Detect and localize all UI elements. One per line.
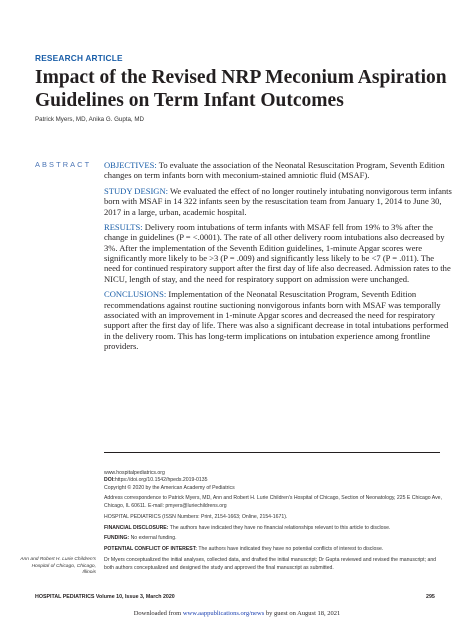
copyright: Copyright © 2020 by the American Academy of Pediatrics <box>104 484 235 491</box>
funding <box>104 535 444 542</box>
funding-text: No external funding. <box>129 535 177 542</box>
results-text: Delivery room intubations of term infants with MSAF fell from 19% to 3% after the change in guidelines (P = <.0001). The rate of all other delivery room intubations also decreased by 3%. After the implementation of the Seventh Edition guidelines, 1-minute Apgar scores were significantly more likely to be >3 (P = .009) and significantly less likely to be <7 (P = .011). The need for continued respiratory support after the first day of life also decreased. Admission rates to the NICU, length of stay, and the need for respiratory support on admission were unchanged. <box>104 222 451 284</box>
doi-link[interactable]: https://doi.org/10.1542/hpeds.2019-0135 <box>114 477 208 484</box>
download-notice <box>0 610 474 617</box>
doi-label: DOI: <box>104 477 115 484</box>
objectives-text: To evaluate the association of the Neonatal Resuscitation Program, Seventh Edition changes on term infants born with meconium-stained amniotic fluid (MSAF). <box>104 160 445 181</box>
download-suffix: by guest on August 18, 2021 <box>264 610 341 617</box>
article-title: Impact of the Revised NRP Meconium Aspiration Guidelines on Term Infant Outcomes <box>35 67 447 111</box>
conflict-text: The authors have indicated they have no potential conflicts of interest to disclose. <box>197 546 384 553</box>
abstract-label: ABSTRACT <box>35 160 92 169</box>
journal-website[interactable]: www.hospitalpediatrics.org <box>104 470 165 476</box>
design-heading: STUDY DESIGN: <box>104 185 169 196</box>
financial-disclosure <box>104 525 444 532</box>
footer-journal: HOSPITAL PEDIATRICS Volume 10, Issue 3, March 2020 <box>35 594 175 600</box>
issn-line: HOSPITAL PEDIATRICS (ISSN Numbers: Print, 2154-1663; Online, 2154-1671). <box>104 513 288 520</box>
results-heading: RESULTS: <box>104 222 143 233</box>
objectives-heading: OBJECTIVES: <box>104 160 157 170</box>
funding-label: FUNDING: <box>104 535 130 542</box>
authors: Patrick Myers, MD, Anika G. Gupta, MD <box>35 116 144 123</box>
section-divider <box>104 452 440 453</box>
financial-label: FINANCIAL DISCLOSURE: <box>104 524 169 531</box>
doi-line <box>104 477 444 484</box>
download-link[interactable]: www.aappublications.org/news <box>182 610 265 617</box>
conclusions-section <box>104 289 452 351</box>
conflict-of-interest <box>104 546 444 553</box>
results-section <box>104 222 452 284</box>
design-text: We evaluated the effect of no longer routinely intubating nonvigorous term infants born with MSAF in 14 322 infants seen by the resuscitation team from January 1, 2014 to June 30, 2017 in a large, urban, academic hospital. <box>104 185 452 217</box>
article-type: RESEARCH ARTICLE <box>35 53 123 63</box>
conclusions-heading: CONCLUSIONS: <box>104 289 167 300</box>
article-notes <box>104 470 444 572</box>
design-section <box>104 186 452 217</box>
abstract-body <box>104 160 452 357</box>
correspondence-address: Address correspondence to Patrick Myers, MD, Ann and Robert H. Lurie Children's Hospital of Chicago, Section of Neonatology, 225 E Chicago Ave, Chicago, IL 60611. E-mail: pmyers@luriechildrens.org <box>104 495 442 509</box>
financial-text: The authors have indicated they have no financial relationships relevant to this article to disclose. <box>168 524 391 531</box>
conflict-label: POTENTIAL CONFLICT OF INTEREST: <box>104 546 198 553</box>
download-prefix: Downloaded from <box>133 610 183 617</box>
page-number: 295 <box>426 594 435 600</box>
objectives-section <box>104 160 452 181</box>
author-affiliation: Ann and Robert H. Lurie Children's Hospital of Chicago, Chicago, Illinois <box>20 557 96 576</box>
conclusions-text: Implementation of the Neonatal Resuscitation Program, Seventh Edition recommendations against routine suctioning nonvigorous infants born with MSAF was temporally associated with an improvement in 1-minute Apgar scores and decreased the need for respiratory support after the first day of life. There was also a significant decrease in total intubations performed in the delivery room. This has long-term implications on intubation experience among frontline providers. <box>104 289 449 352</box>
author-contributions: Dr Myers conceptualized the initial analyses, collected data, and drafted the initial manuscript; Dr Gupta reviewed and revised the manuscript; and both authors conceptualized and designed the study and approved the final manuscript as submitted. <box>104 557 437 571</box>
